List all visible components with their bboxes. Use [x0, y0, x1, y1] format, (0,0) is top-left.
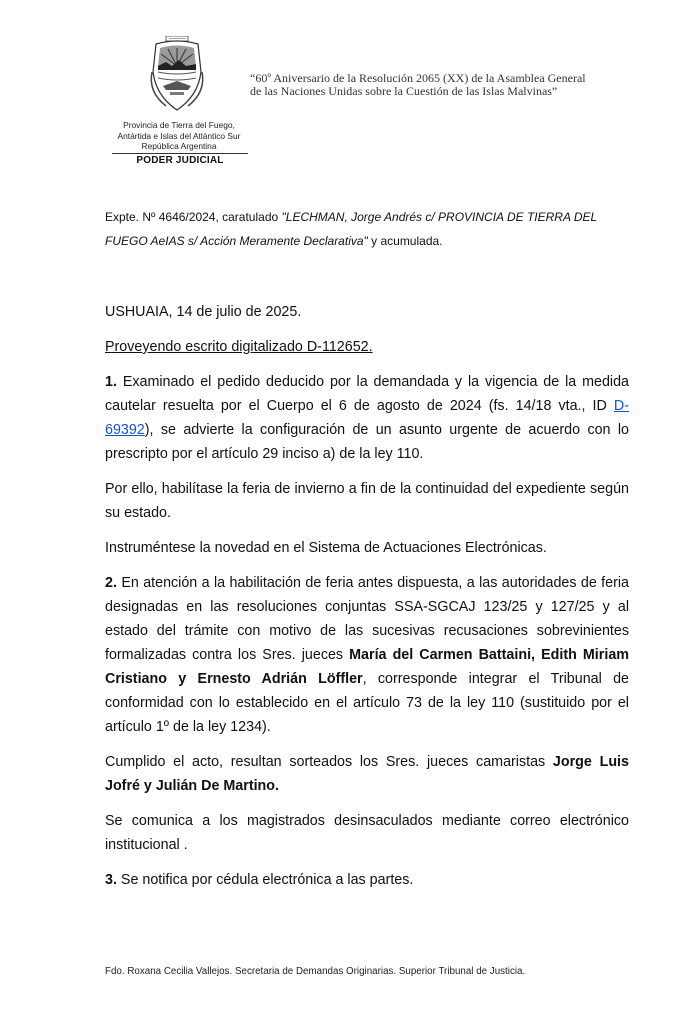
header-divider: [112, 153, 248, 154]
expediente-reference: Expte. Nº 4646/2024, caratulado "LECHMAN, Jorge Andrés c/ PROVINCIA DE TIERRA DEL FUEGO AeIAS s/ Acción Meramente Declarativa" y acumulada.: [105, 210, 597, 248]
paragraph-comunica: Se comunica a los magistrados desinsaculados mediante correo electrónico institucional .: [105, 813, 629, 853]
recused-judges: María del Carmen Battaini, Edith Miriam Cristiano y Ernesto Adrián Löffler: [105, 647, 629, 687]
caratula: "LECHMAN, Jorge Andrés c/ PROVINCIA DE TIERRA DEL FUEGO AeIAS s/ Acción Meramente Declarativa": [105, 210, 597, 248]
province-name: Provincia de Tierra del Fuego, Antártida e Islas del Atlántico Sur República Argentina: [117, 120, 241, 152]
paragraph-habilitacion: Por ello, habilítase la feria de invierno a fin de la continuidad del expediente según su estado.: [105, 481, 629, 521]
anniversary-motto: “60º Aniversario de la Resolución 2065 (XX) de la Asamblea General de las Naciones Unidas sobre la Cuestión de las Islas Malvinas”: [250, 71, 586, 98]
document-link-d69392[interactable]: D-69392: [105, 398, 629, 438]
paragraph-1: 1. Examinado el pedido deducido por la demandada y la vigencia de la medida cautelar resuelta por el Cuerpo el 6 de agosto de 2024 (fs. 14/18 vta., ID D-69392), se advierte la configuración de un asunto urgente de acuerdo con lo prescripto por el artículo 29 inciso a) de la ley 110.: [105, 374, 629, 462]
paragraph-sorteo: Cumplido el acto, resultan sorteados los Sres. jueces camaristas Jorge Luis Jofré y Julián De Martino.: [105, 754, 629, 794]
paragraph-instrumentese: Instruméntese la novedad en el Sistema de Actuaciones Electrónicas.: [105, 540, 547, 556]
paragraph-3: 3. Se notifica por cédula electrónica a las partes.: [105, 872, 414, 888]
document-body: [105, 300, 629, 892]
provincial-coat-of-arms-icon: [146, 36, 208, 114]
proveyendo-heading: Proveyendo escrito digitalizado D-112652.: [105, 339, 373, 355]
selected-judges: Jorge Luis Jofré y Julián De Martino.: [105, 754, 629, 794]
paragraph-2: 2. En atención a la habilitación de feria antes dispuesta, a las autoridades de feria designadas en las resoluciones conjuntas SSA-SGCAJ 123/25 y 127/25 y al estado del trámite con motivo de las sucesivas recusaciones sobrevinientes formalizadas contra los Sres. jueces María del Carmen Battaini, Edith Miriam Cristiano y Ernesto Adrián Löffler, corresponde integrar el Tribunal de conformidad con lo establecido en el artículo 73 de la ley 110 (sustituido por el artículo 1º de la ley 1234).: [105, 575, 629, 735]
poder-judicial-label: PODER JUDICIAL: [136, 155, 224, 166]
date-line: USHUAIA, 14 de julio de 2025.: [105, 304, 302, 320]
signature-footer: Fdo. Roxana Cecilia Vallejos. Secretaria de Demandas Originarias. Superior Tribunal de Justicia.: [105, 966, 526, 977]
